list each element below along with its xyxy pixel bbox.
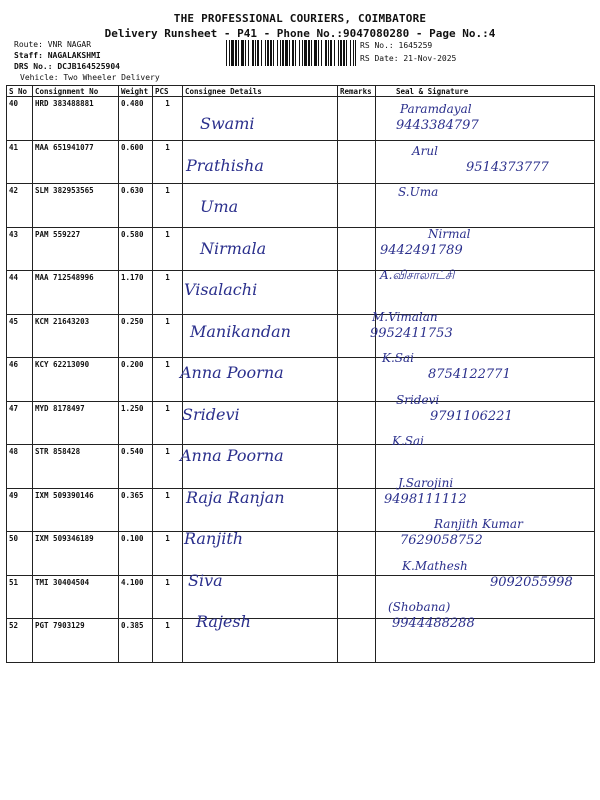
row-weight: 0.480 — [119, 97, 153, 141]
signature: Sridevi — [396, 392, 440, 407]
barcode-bar — [340, 40, 342, 66]
barcode-bar — [248, 40, 249, 66]
barcode-bar — [289, 40, 290, 66]
barcode-bar — [238, 40, 239, 66]
row-sno: 46 — [7, 358, 33, 402]
barcode-bar — [343, 40, 345, 66]
table-row — [7, 184, 595, 228]
row-pcs: 1 — [153, 575, 183, 619]
signature: K.Sai — [382, 351, 414, 365]
handwritten-phone: 9952411753 — [370, 325, 453, 341]
barcode-bar — [235, 40, 237, 66]
consignee-handwritten-name: Uma — [200, 197, 239, 216]
signature: Paramdayal — [400, 102, 472, 116]
row-pcs: 1 — [153, 358, 183, 402]
row-pcs: 1 — [153, 184, 183, 228]
handwritten-phone: 9791106221 — [430, 408, 513, 424]
barcode-bar — [229, 40, 230, 66]
row-sno: 50 — [7, 532, 33, 576]
row-weight: 0.540 — [119, 445, 153, 489]
consignee-handwritten-name: Ranjith — [184, 529, 244, 548]
consignee-handwritten-name: Rajesh — [196, 612, 251, 631]
table-row — [7, 97, 595, 141]
row-consignment: PGT 7903129 — [33, 619, 119, 663]
row-consignment: PAM 559227 — [33, 227, 119, 271]
table-row — [7, 227, 595, 271]
col-sno: S No — [7, 86, 33, 97]
row-weight: 1.170 — [119, 271, 153, 315]
consignee-handwritten-name: Prathisha — [186, 155, 264, 175]
row-remarks-cell — [338, 401, 376, 445]
col-consignee: Consignee Details — [183, 86, 338, 97]
barcode-bar — [314, 40, 317, 66]
row-sno: 40 — [7, 97, 33, 141]
barcode-bar — [277, 40, 278, 66]
handwritten-phone: 9514373777 — [466, 159, 549, 175]
row-remarks-cell — [338, 271, 376, 315]
barcode-bar — [350, 40, 351, 66]
signature: A.விசாலாட்சி — [380, 268, 455, 282]
row-sno: 41 — [7, 140, 33, 184]
barcode-bar — [295, 40, 296, 66]
signature: Nirmal — [428, 226, 471, 241]
signature: K.Mathesh — [402, 558, 468, 573]
row-sno: 44 — [7, 271, 33, 315]
row-consignment: MYD 8178497 — [33, 401, 119, 445]
row-weight: 0.630 — [119, 184, 153, 228]
row-consignment: IXM 509346189 — [33, 532, 119, 576]
barcode-bar — [257, 40, 259, 66]
row-pcs: 1 — [153, 619, 183, 663]
row-remarks-cell — [338, 140, 376, 184]
barcode-bar — [302, 40, 303, 66]
barcode-bar — [285, 40, 288, 66]
row-remarks-cell — [338, 532, 376, 576]
row-weight: 0.600 — [119, 140, 153, 184]
consignee-handwritten-name: Siva — [188, 570, 223, 590]
row-sno: 43 — [7, 227, 33, 271]
barcode-bar — [318, 40, 319, 66]
barcode-bar — [261, 40, 262, 66]
consignee-handwritten-name: Manikandan — [190, 321, 291, 341]
table-row — [7, 445, 595, 489]
barcode-bar — [270, 40, 272, 66]
row-remarks-cell — [338, 184, 376, 228]
barcode-bar — [267, 40, 269, 66]
row-weight: 0.385 — [119, 619, 153, 663]
route-field: Route: VNR NAGAR — [14, 40, 92, 49]
rs-date: RS Date: 21-Nov-2025 — [360, 54, 457, 63]
rs-number: RS No.: 1645259 — [360, 41, 433, 50]
signature: K.Sai — [392, 434, 424, 448]
row-consignment: HRD 383488881 — [33, 97, 119, 141]
barcode-bar — [330, 40, 332, 66]
row-remarks-cell — [338, 97, 376, 141]
barcode-bar — [328, 40, 329, 66]
signature: M.Vimalan — [372, 309, 438, 324]
row-pcs: 1 — [153, 314, 183, 358]
barcode-bar — [299, 40, 300, 66]
barcode-bar — [282, 40, 284, 66]
signature: Ranjith Kumar — [434, 517, 523, 531]
row-pcs: 1 — [153, 445, 183, 489]
row-sno: 49 — [7, 488, 33, 532]
consignee-handwritten-name: Nirmala — [200, 238, 267, 258]
barcode-bar — [273, 40, 274, 66]
document-title: THE PROFESSIONAL COURIERS, COIMBATORE — [173, 12, 427, 25]
row-weight: 1.250 — [119, 401, 153, 445]
signature: S.Uma — [398, 185, 439, 199]
row-remarks-cell — [338, 358, 376, 402]
barcode-bar — [252, 40, 254, 66]
handwritten-phone: 9442491789 — [380, 242, 463, 258]
row-pcs: 1 — [153, 97, 183, 141]
barcode-bar — [334, 40, 335, 66]
consignee-handwritten-name: Raja Ranjan — [186, 487, 285, 507]
row-pcs: 1 — [153, 401, 183, 445]
consignee-handwritten-name: Anna Poorna — [180, 446, 284, 465]
row-weight: 0.200 — [119, 358, 153, 402]
signature: J.Sarojini — [398, 475, 454, 490]
consignee-handwritten-name: Anna Poorna — [180, 363, 284, 382]
barcode-bar — [226, 40, 227, 66]
row-consignment: STR 858428 — [33, 445, 119, 489]
barcode — [226, 40, 356, 66]
row-consignment: MAA 712548996 — [33, 271, 119, 315]
row-consignment: MAA 651941077 — [33, 140, 119, 184]
consignee-handwritten-name: Swami — [200, 114, 255, 133]
row-remarks-cell — [338, 619, 376, 663]
table-row — [7, 271, 595, 315]
row-weight: 0.250 — [119, 314, 153, 358]
handwritten-phone: 8754122771 — [428, 367, 511, 382]
row-consignment: TMI 30404504 — [33, 575, 119, 619]
row-remarks-cell — [338, 575, 376, 619]
document-subtitle: Delivery Runsheet - P41 - Phone No.:9047080280 - Page No.:4 — [104, 27, 496, 40]
col-remarks: Remarks — [338, 86, 376, 97]
row-sno: 42 — [7, 184, 33, 228]
barcode-bar — [245, 40, 246, 66]
col-consignment: Consignment No — [33, 86, 119, 97]
row-pcs: 1 — [153, 532, 183, 576]
handwritten-phone: 9944488288 — [392, 616, 475, 631]
barcode-bar — [255, 40, 256, 66]
row-remarks-cell — [338, 445, 376, 489]
table-row — [7, 314, 595, 358]
barcode-bar — [292, 40, 294, 66]
barcode-bar — [280, 40, 281, 66]
row-weight: 0.365 — [119, 488, 153, 532]
barcode-bar — [346, 40, 347, 66]
row-sno: 48 — [7, 445, 33, 489]
staff-field: Staff: NAGALAKSHMI — [14, 51, 101, 60]
handwritten-phone: 9498111112 — [384, 491, 467, 507]
signature: (Shobana) — [388, 600, 451, 614]
row-sno: 47 — [7, 401, 33, 445]
drs-field: DRS No.: DCJB164525904 — [14, 62, 120, 71]
barcode-bar — [353, 40, 354, 66]
barcode-bar — [325, 40, 327, 66]
row-pcs: 1 — [153, 227, 183, 271]
row-pcs: 1 — [153, 140, 183, 184]
row-remarks-cell — [338, 227, 376, 271]
barcode-bar — [321, 40, 322, 66]
row-weight: 0.580 — [119, 227, 153, 271]
barcode-bar — [308, 40, 310, 66]
row-weight: 0.100 — [119, 532, 153, 576]
barcode-bar — [311, 40, 312, 66]
row-consignment: KCM 21643203 — [33, 314, 119, 358]
row-consignment: KCY 62213090 — [33, 358, 119, 402]
col-weight: Weight — [119, 86, 153, 97]
row-weight: 4.100 — [119, 575, 153, 619]
handwritten-phone: 9443384797 — [396, 118, 479, 133]
consignee-handwritten-name: Sridevi — [182, 404, 240, 424]
handwritten-phone: 7629058752 — [400, 533, 483, 548]
barcode-bar — [265, 40, 266, 66]
consignee-handwritten-name: Visalachi — [184, 280, 258, 299]
row-sno: 52 — [7, 619, 33, 663]
signature: Arul — [412, 143, 438, 158]
barcode-bar — [338, 40, 339, 66]
table-header-row — [7, 86, 595, 97]
table-row — [7, 532, 595, 576]
barcode-bar — [304, 40, 307, 66]
barcode-bar — [355, 40, 356, 66]
barcode-bar — [241, 40, 244, 66]
row-sno: 45 — [7, 314, 33, 358]
row-sno: 51 — [7, 575, 33, 619]
row-pcs: 1 — [153, 488, 183, 532]
handwritten-phone: 9092055998 — [490, 574, 573, 590]
row-pcs: 1 — [153, 271, 183, 315]
barcode-bar — [231, 40, 234, 66]
row-consignment: SLM 382953565 — [33, 184, 119, 228]
col-pcs: PCS — [153, 86, 183, 97]
col-signature: Seal & Signature — [376, 86, 595, 97]
row-consignment: IXM 509390146 — [33, 488, 119, 532]
vehicle-field: Vehicle: Two Wheeler Delivery — [20, 73, 160, 82]
row-remarks-cell — [338, 488, 376, 532]
table-row — [7, 619, 595, 663]
